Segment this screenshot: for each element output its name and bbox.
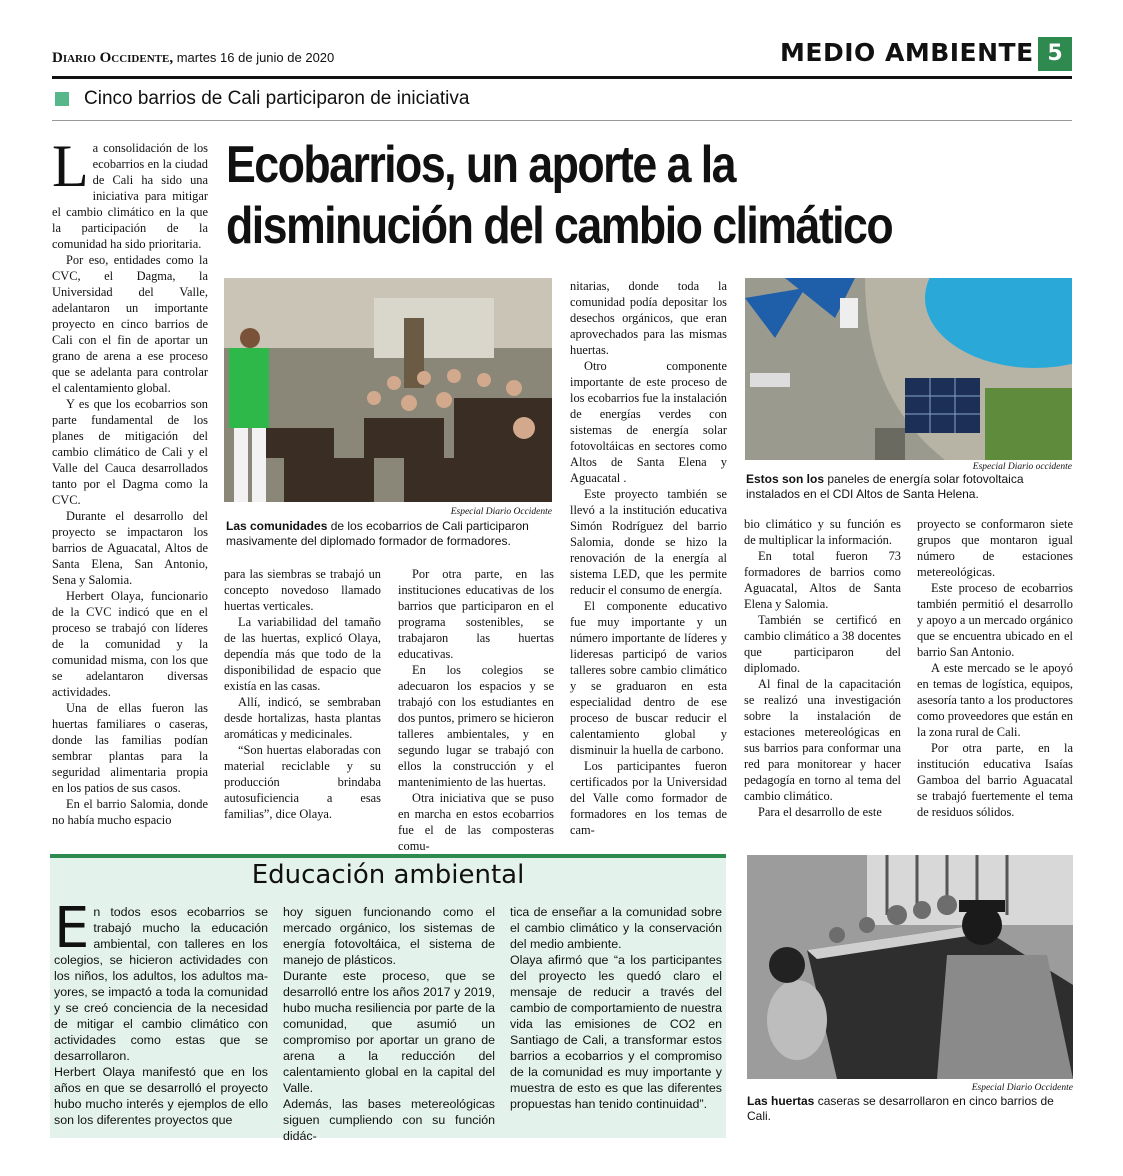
paragraph: bio climático y su función es de multiplicar la información. [744,517,901,547]
paragraph: Una de ellas fueron las huertas familiares o caseras, donde las familias podían sembrar plantas para la seguridad alimentaria propia en los patios de sus casos. [52,701,208,795]
photo-caption [746,472,1074,502]
paragraph: En los colegios se adecuaron los espacios y se trabajó con los estudiantes en dos puntos, primero se hicieron talleres ambientales, y en segundo lugar se trabajó con ellos la construcción y el mantenimiento de las huertas. [398,663,554,789]
paragraph: Este proyecto también se llevó a la institución educativa Simón Rodríguez del barrio Salomia, donde se hizo la renovación de la energía al sistema LED, que les permite reducir el consumo de energía. [570,487,727,597]
paragraph: A este mercado se le apoyó en temas de logística, equipos, asesoría tanto a los productores como proveedores que están en la zona rural de Cali. [917,661,1073,739]
column-3 [398,566,554,854]
masthead [52,50,334,67]
paragraph: Por eso, entidades como la CVC, el Dagma, la Universidad del Valle, adelantaron un importante proyecto en cinco barrios de Cali con el fin de aportar un grano de arena a ese proceso que se adelanta para controlar el calentamiento global. [52,253,208,395]
caption-text: de los ecobarrios de Cali participaron masivamente del diplomado formador de formadores. [226,519,529,548]
paragraph: nitarias, donde toda la comunidad podía depositar los desechos orgánicos, que eran aprovechados para las mismas huertas. [570,279,727,357]
column-5 [744,516,901,820]
photo-credit: Especial Diario occidente [972,462,1072,472]
headline-line-1: Ecobarrios, un aporte a la [226,136,735,194]
sidebar-column-3 [510,904,722,1112]
photo-caption [226,519,556,549]
issue-date: martes 16 de junio de 2020 [176,50,335,65]
paragraph: Otra iniciativa que se puso en marcha en estos ecobarrios fue el de las composteras comu- [398,791,554,853]
paragraph: Los participantes fueron certificados por la Universidad del Valle como formador de formadores en los temas de cam- [570,759,727,837]
paragraph: tica de enseñar a la comunidad sobre el cambio climático y la conservación del medio ambiente. [510,905,722,951]
sidebar-column-1 [54,896,268,1128]
caption-text: caseras se desarrollaron en cinco barrios de Cali. [747,1094,1054,1123]
paragraph: Y es que los ecobarrios son parte fundamental de los planes de mitigación del cambio climático de Cali y el Valle del Cauca desarrollados tanto por el Dagma como la CVC. [52,397,208,507]
photo-solar-panels [745,278,1072,460]
paragraph: Allí, indicó, se sembraban desde hortalizas, hasta plantas aromáticas y medicinales. [224,695,381,741]
caption-lead: Las huertas [747,1094,815,1108]
paragraph: a consolidación de los ecobarrios en la ciudad de Cali ha sido una iniciativa para mitigar el cambio climático en la que la participación de la comunidad ha sido prioritaria. [52,141,208,251]
paragraph: Al final de la capacitación se realizó una investigación sobre la instalación de estaciones metereológicas en sus barrios para conformar una red para monitorear y hacer pedagogía en torno al tema del cambio climático. [744,677,901,803]
kicker: Cinco barrios de Cali participaron de iniciativa [84,88,470,109]
column-1 [52,133,208,828]
paragraph: Herbert Olaya manifestó que en los años en que se desarrolló el proyecto hubo mucho interés y ejemplos de ello son los diferentes proyectos que [54,1065,268,1127]
paragraph: Olaya afirmó que “a los participantes del proyecto les quedó claro el mensaje de reducir a través del cambio de comportamiento de nuestra vida las emisiones de CO2 en Santiago de Cali, a transformar estos barrios a ecobarrios y el compromiso de la comunidad es muy importante y muestra de esto es que las diferentes propuestas han tenido continuidad”. [510,953,722,1111]
headline-line-2: disminución del cambio climático [226,197,893,255]
paragraph: Durante el desarrollo del proyecto se impactaron los barrios de Aguacatal, Altos de Santa Elena, San Antonio, Sena y Salomia. [52,509,208,587]
paragraph: Por otra parte, en las instituciones educativas de los barrios que participaron en el programa sostenibles, se trabajaron las huertas educativas. [398,567,554,661]
paragraph: El componente educativo fue muy importante y un número importante de líderes y lideresas participó de varios talleres sobre cambio climático y se graduaron en esta especialidad dentro de ese proceso de buscar reducir el calentamiento global y disminuir la huella de carbono. [570,599,727,757]
paragraph: n todos esos ecobarrios se trabajó mucho la educación ambiental, con talleres en los colegios, se hicieron actividades con los niños, los adultos, los adultos ma-yores, se impactó a toda la comunidad y se creó conciencia de la necesidad de mitigar el cambio climático con actividades como estas que se desarrollaron. [54,905,268,1063]
paragraph: También se certificó en cambio climático a 38 docentes que participaron del diplomado. [744,613,901,675]
column-4 [570,278,727,838]
column-6 [917,516,1073,820]
paragraph: Otro componente importante de este proceso de los ecobarrios fue la instalación de energías verdes con sistemas de energía solar fotovoltáicas en sectores como Altos de Santa Elena y Aguacatal . [570,359,727,485]
paper-name: Diario Occidente, [52,50,174,66]
kicker-rule [52,120,1072,121]
paragraph: para las siembras se trabajó un concepto novedoso llamado huertas verticales. [224,567,381,613]
photo-garden [747,855,1073,1079]
photo-credit: Especial Diario Occidente [450,507,552,517]
caption-lead: Las comunidades [226,519,328,533]
caption-lead: Estos son los [746,472,825,486]
paragraph: Este proceso de ecobarrios también permitió el desarrollo y apoyo a un mercado orgánico que se encuentra ubicado en el barrio San Antonio. [917,581,1073,659]
sidebar-title: Educación ambiental [251,860,525,890]
photo-credit: Especial Diario Occidente [971,1083,1073,1093]
caption-text: paneles de energía solar fotovoltaica instalados en el CDI Altos de Santa Helena. [746,472,1024,501]
paragraph: Además, las bases metereológicas siguen cumpliendo con su función didác- [283,1097,495,1143]
paragraph: “Son huertas elaboradas con material reciclable y su producción brindaba autosuficiencia a esas familias”, dice Olaya. [224,743,381,821]
paragraph: Por otra parte, en la institución educativa Isaías Gamboa del barrio Aguacatal se trabajó fuertemente el tema de residuos sólidos. [917,741,1073,819]
dropcap: L [52,133,89,199]
paragraph: hoy siguen funcionando como el mercado orgánico, los sistemas de energía fotovoltáica, el sistema de manejo de plásticos. [283,905,495,967]
paragraph: En el barrio Salomia, donde no había mucho espacio [52,797,208,827]
dropcap: E [54,896,90,961]
paragraph: Para el desarrollo de este [758,805,882,819]
photo-auditorium [224,278,552,502]
kicker-square-icon [55,92,69,106]
paragraph: Durante este proceso, que se desarrolló entre los años 2017 y 2019, hubo mucha resiliencia por parte de la comunidad, que asumió un compromiso por aportar un grano de arena a la reducción del calentamiento global en la capital del Valle. [283,969,495,1095]
column-2 [224,566,381,822]
paragraph: Herbert Olaya, funcionario de la CVC indicó que en el proceso se trabajó con líderes de la comunidad y la comunidad misma, con los que se adelantaron diversas actividades. [52,589,208,699]
sidebar-column-2 [283,904,495,1144]
header-rule [52,76,1072,79]
section-title: MEDIO AMBIENTE [780,38,1034,67]
headline [226,135,957,257]
page-number: 5 [1038,37,1072,71]
photo-caption [747,1094,1075,1124]
paragraph: En total fueron 73 formadores de barrios como Aguacatal, Altos de Santa Elena y Salomia. [744,549,901,611]
paragraph: proyecto se conformaron siete grupos que montaron igual número de estaciones metereológicas. [917,517,1073,579]
paragraph: La variabilidad del tamaño de las huertas, explicó Olaya, dependía más que todo de la disponibilidad de espacio que existía en las casas. [224,615,381,693]
